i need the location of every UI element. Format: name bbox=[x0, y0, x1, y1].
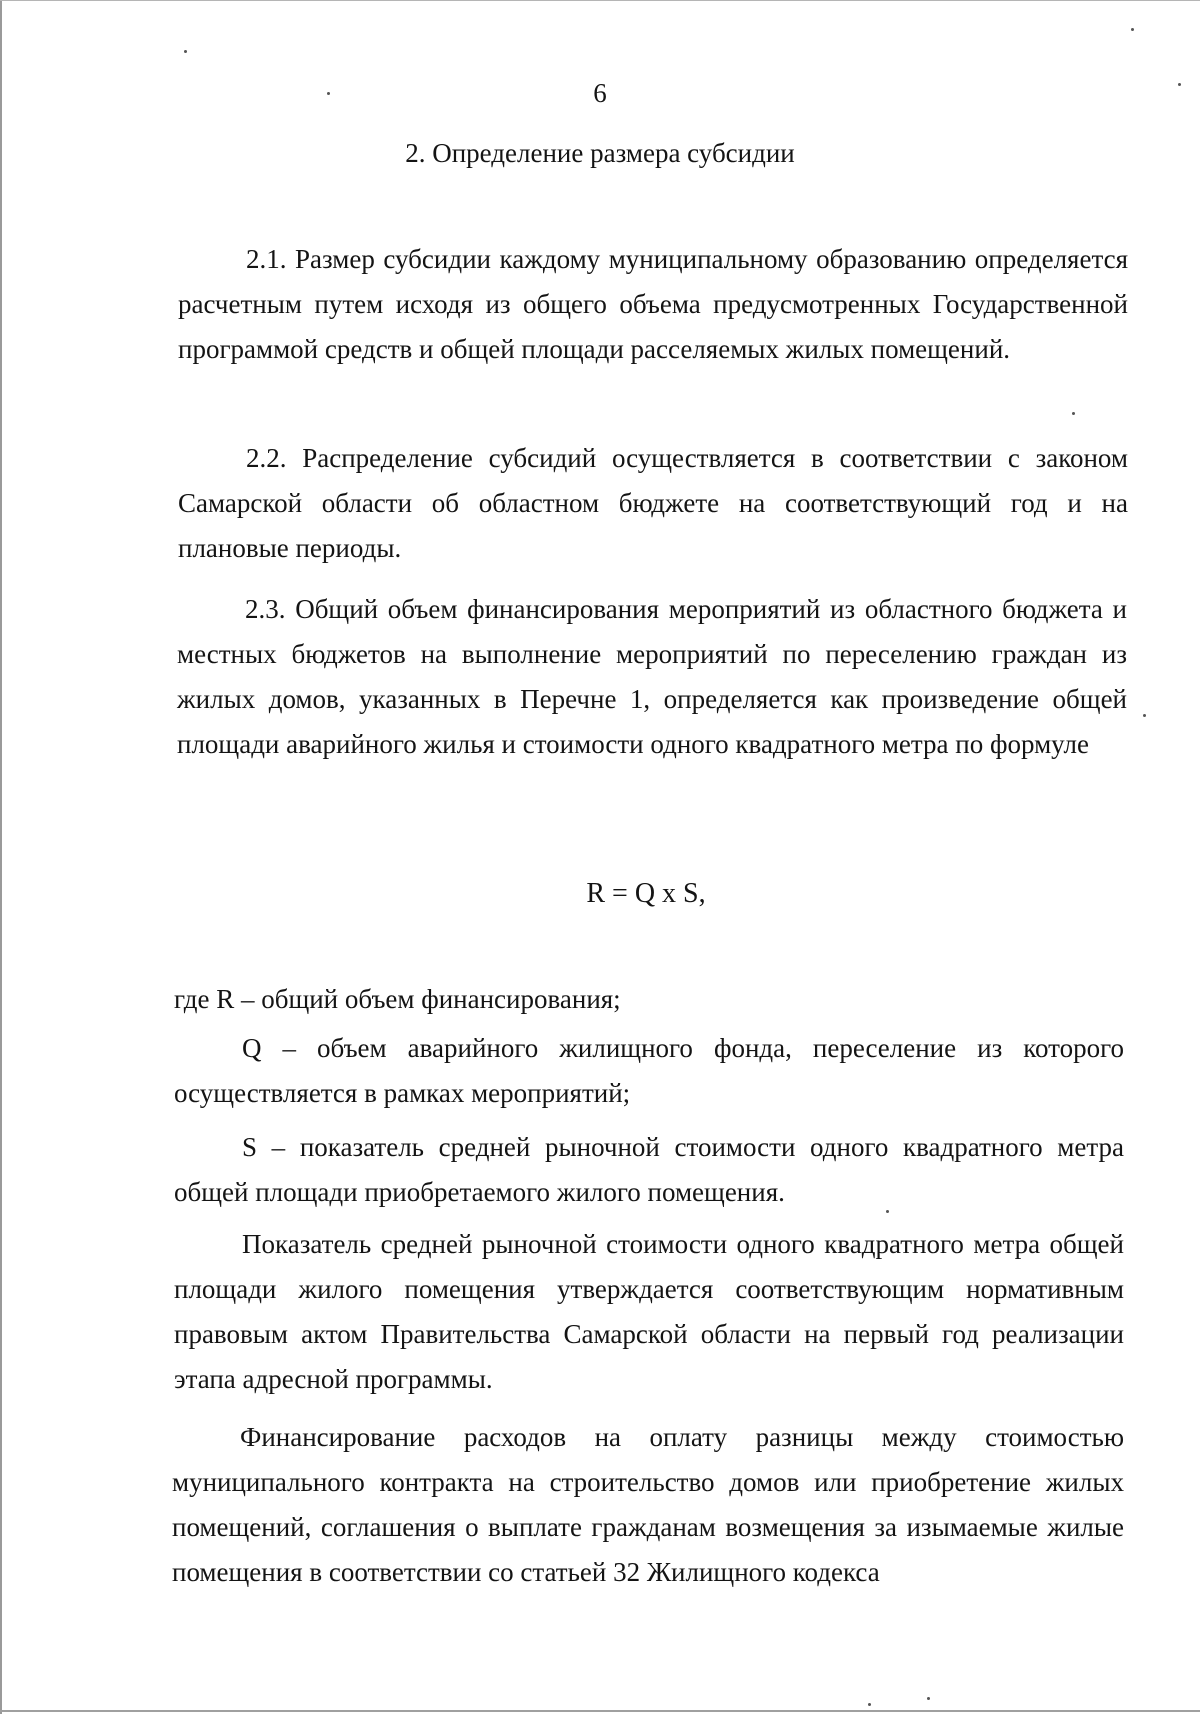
scan-speck bbox=[868, 1703, 871, 1706]
scan-border-left bbox=[0, 0, 2, 1714]
scan-speck bbox=[1131, 28, 1134, 31]
formula: R = Q x S, bbox=[586, 878, 706, 909]
definition-r: где R – общий объем финансирования; bbox=[174, 984, 621, 1014]
paragraph-2-3: 2.3. Общий объем финансирования мероприятий из областного бюджета и местных бюджетов на выполнение мероприятий по переселению граждан из жилых домов, указанных в Перечне 1, определяется как произведение общей площади аварийного жилья и стоимости одного квадратного метра по формуле bbox=[177, 594, 1127, 759]
scan-speck bbox=[927, 1697, 930, 1700]
scan-speck bbox=[327, 92, 330, 95]
section-heading: 2. Определение размера субсидии bbox=[405, 138, 795, 168]
paragraph-financing: Финансирование расходов на оплату разницы между стоимостью муниципального контракта на строительство домов или приобретение жилых помещений, соглашения о выплате гражданам возмещения за изымаемые жилые помещения в соответствии со статьей 32 Жилищного кодекса bbox=[172, 1422, 1124, 1587]
paragraph-2-1: 2.1. Размер субсидии каждому муниципальному образованию определяется расчетным путем исходя из общего объема предусмотренных Государственной программой средств и общей площади расселяемых жилых помещений. bbox=[178, 244, 1128, 364]
page-number: 6 bbox=[593, 78, 607, 108]
definition-s: S – показатель средней рыночной стоимости одного квадратного метра общей площади приобретаемого жилого помещения. bbox=[174, 1132, 1124, 1207]
scan-speck bbox=[1143, 714, 1146, 717]
scan-speck bbox=[886, 1210, 889, 1213]
paragraph-2-2: 2.2. Распределение субсидий осуществляется в соответствии с законом Самарской области об областном бюджете на соответствующий год и на плановые периоды. bbox=[178, 443, 1128, 563]
scan-border-top bbox=[0, 0, 1200, 1]
definition-q: Q – объем аварийного жилищного фонда, переселение из которого осуществляется в рамках мероприятий; bbox=[174, 1033, 1124, 1108]
scan-border-bottom bbox=[0, 1710, 1200, 1712]
paragraph-indicator: Показатель средней рыночной стоимости одного квадратного метра общей площади жилого помещения утверждается соответствующим нормативным правовым актом Правительства Самарской области на первый год реализации этапа адресной программы. bbox=[174, 1229, 1124, 1394]
scan-speck bbox=[1072, 412, 1075, 415]
scan-speck bbox=[1178, 83, 1181, 86]
scan-speck bbox=[184, 50, 187, 53]
